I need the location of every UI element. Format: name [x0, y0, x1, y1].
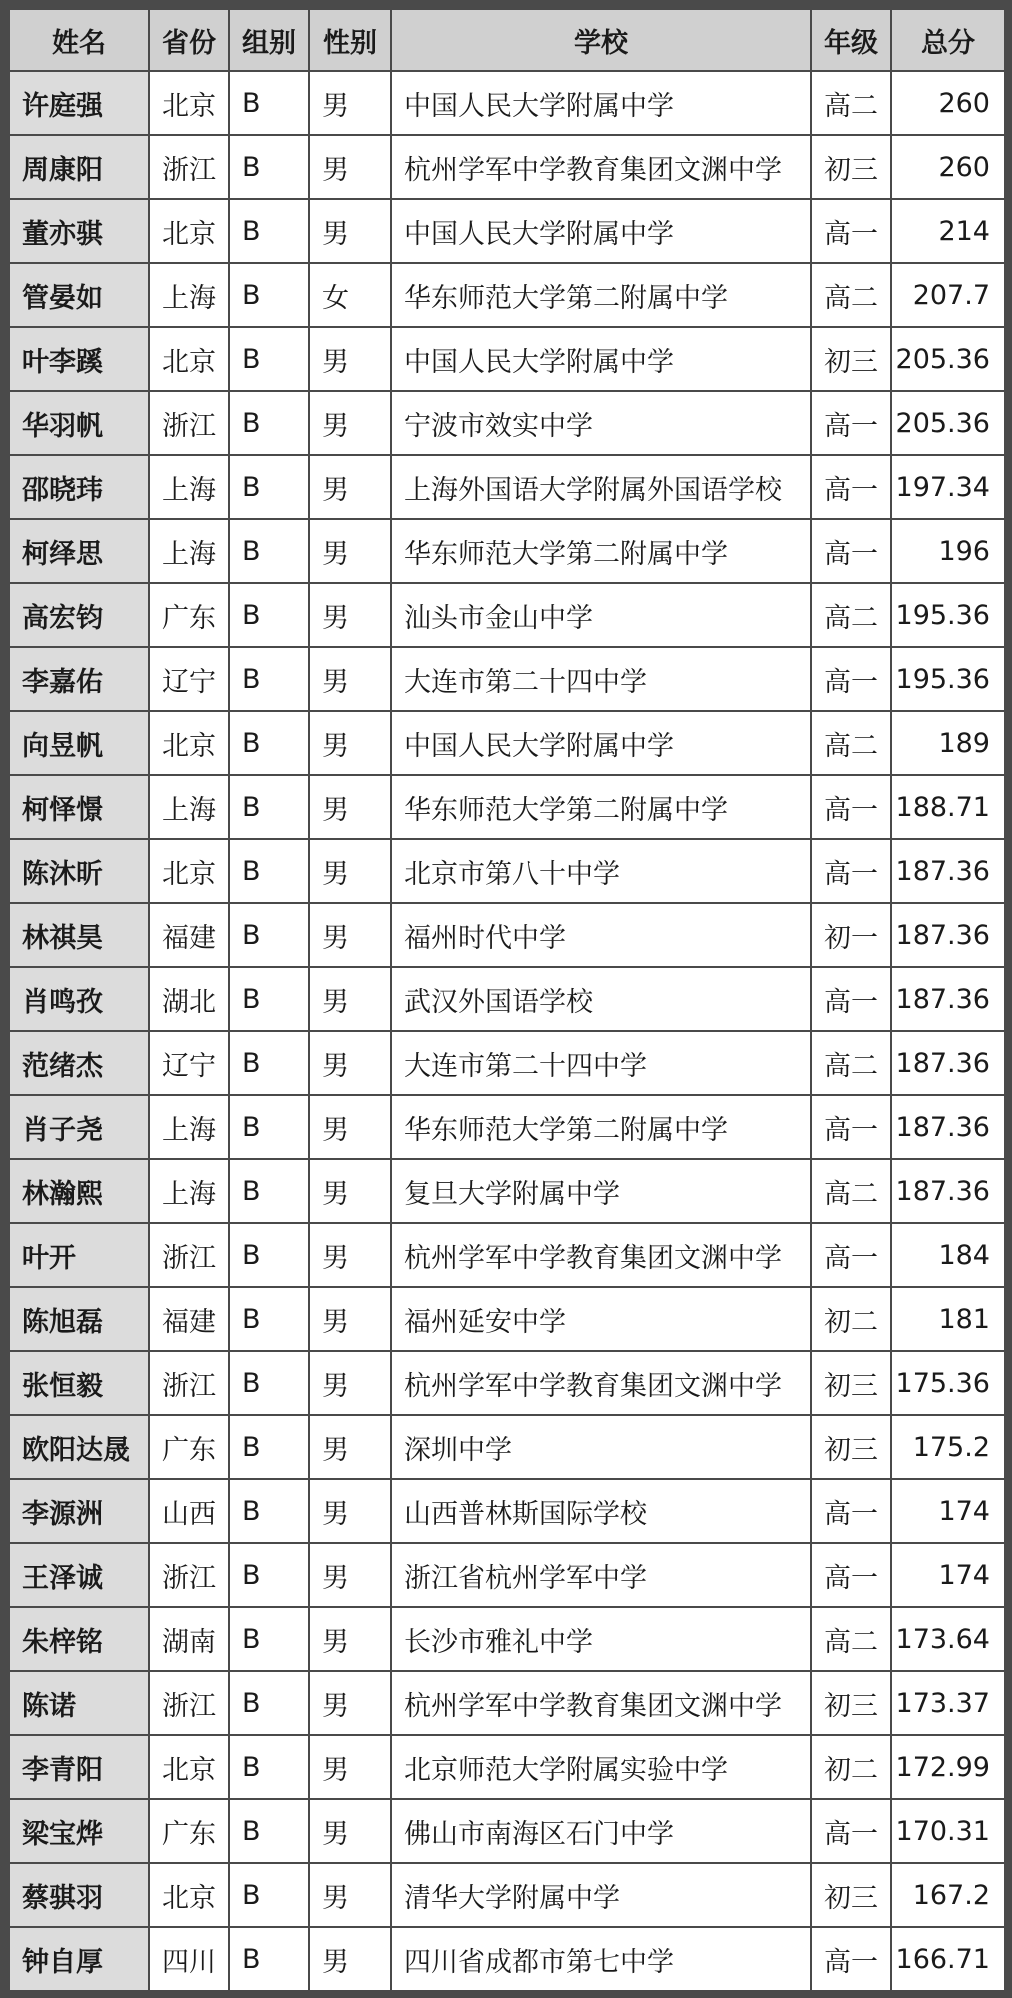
province-cell: 上海: [149, 775, 229, 839]
group-cell: B: [229, 1287, 309, 1351]
grade-cell: 初一: [811, 903, 891, 967]
grade-cell: 初三: [811, 327, 891, 391]
results-table: [8, 8, 1006, 1992]
gender-cell: 男: [309, 1927, 391, 1991]
score-cell: 175.2: [891, 1415, 1005, 1479]
gender-cell: 男: [309, 839, 391, 903]
student-name-cell: 王泽诚: [9, 1543, 149, 1607]
header-group: 组别: [229, 9, 309, 71]
score-cell: 187.36: [891, 839, 1005, 903]
school-cell: 华东师范大学第二附属中学: [391, 263, 811, 327]
score-cell: 205.36: [891, 391, 1005, 455]
gender-cell: 男: [309, 199, 391, 263]
grade-cell: 高一: [811, 647, 891, 711]
score-cell: 260: [891, 71, 1005, 135]
group-cell: B: [229, 1799, 309, 1863]
grade-cell: 高一: [811, 199, 891, 263]
score-cell: 195.36: [891, 583, 1005, 647]
group-cell: B: [229, 71, 309, 135]
header-name: 姓名: [9, 9, 149, 71]
school-cell: 深圳中学: [391, 1415, 811, 1479]
gender-cell: 男: [309, 135, 391, 199]
student-name-cell: 陈沐昕: [9, 839, 149, 903]
score-cell: 170.31: [891, 1799, 1005, 1863]
grade-cell: 高一: [811, 519, 891, 583]
grade-cell: 高一: [811, 967, 891, 1031]
score-cell: 187.36: [891, 903, 1005, 967]
gender-cell: 男: [309, 1607, 391, 1671]
student-name-cell: 张恒毅: [9, 1351, 149, 1415]
score-cell: 205.36: [891, 327, 1005, 391]
header-province: 省份: [149, 9, 229, 71]
group-cell: B: [229, 1351, 309, 1415]
group-cell: B: [229, 263, 309, 327]
grade-cell: 高一: [811, 1799, 891, 1863]
table-row: [9, 1863, 1005, 1927]
student-name-cell: 范绪杰: [9, 1031, 149, 1095]
student-name-cell: 华羽帆: [9, 391, 149, 455]
student-name-cell: 向昱帆: [9, 711, 149, 775]
group-cell: B: [229, 327, 309, 391]
school-cell: 浙江省杭州学军中学: [391, 1543, 811, 1607]
gender-cell: 男: [309, 455, 391, 519]
score-cell: 172.99: [891, 1735, 1005, 1799]
score-cell: 184: [891, 1223, 1005, 1287]
student-name-cell: 周康阳: [9, 135, 149, 199]
province-cell: 北京: [149, 839, 229, 903]
school-cell: 长沙市雅礼中学: [391, 1607, 811, 1671]
school-cell: 佛山市南海区石门中学: [391, 1799, 811, 1863]
province-cell: 四川: [149, 1927, 229, 1991]
student-name-cell: 许庭强: [9, 71, 149, 135]
score-cell: 197.34: [891, 455, 1005, 519]
score-cell: 174: [891, 1543, 1005, 1607]
score-cell: 196: [891, 519, 1005, 583]
gender-cell: 男: [309, 1863, 391, 1927]
table-row: [9, 1031, 1005, 1095]
group-cell: B: [229, 1863, 309, 1927]
gender-cell: 男: [309, 1095, 391, 1159]
school-cell: 汕头市金山中学: [391, 583, 811, 647]
group-cell: B: [229, 1607, 309, 1671]
school-cell: 华东师范大学第二附属中学: [391, 1095, 811, 1159]
grade-cell: 高一: [811, 391, 891, 455]
table-row: [9, 1287, 1005, 1351]
score-cell: 214: [891, 199, 1005, 263]
header-grade: 年级: [811, 9, 891, 71]
student-name-cell: 柯绎思: [9, 519, 149, 583]
grade-cell: 高二: [811, 1607, 891, 1671]
student-name-cell: 叶开: [9, 1223, 149, 1287]
province-cell: 广东: [149, 1415, 229, 1479]
gender-cell: 男: [309, 1671, 391, 1735]
school-cell: 山西普林斯国际学校: [391, 1479, 811, 1543]
grade-cell: 初二: [811, 1735, 891, 1799]
table-row: [9, 647, 1005, 711]
province-cell: 上海: [149, 519, 229, 583]
province-cell: 湖北: [149, 967, 229, 1031]
student-name-cell: 林瀚熙: [9, 1159, 149, 1223]
score-cell: 175.36: [891, 1351, 1005, 1415]
table-row: [9, 327, 1005, 391]
school-cell: 宁波市效实中学: [391, 391, 811, 455]
group-cell: B: [229, 1671, 309, 1735]
province-cell: 浙江: [149, 1543, 229, 1607]
table-row: [9, 1671, 1005, 1735]
grade-cell: 高一: [811, 775, 891, 839]
gender-cell: 男: [309, 775, 391, 839]
table-row: [9, 1415, 1005, 1479]
score-cell: 173.64: [891, 1607, 1005, 1671]
header-score: 总分: [891, 9, 1005, 71]
group-cell: B: [229, 647, 309, 711]
student-name-cell: 叶李蹊: [9, 327, 149, 391]
province-cell: 辽宁: [149, 1031, 229, 1095]
province-cell: 福建: [149, 1287, 229, 1351]
table-row: [9, 903, 1005, 967]
grade-cell: 初二: [811, 1287, 891, 1351]
gender-cell: 男: [309, 583, 391, 647]
score-cell: 187.36: [891, 1159, 1005, 1223]
school-cell: 中国人民大学附属中学: [391, 71, 811, 135]
table-row: [9, 1095, 1005, 1159]
table-row: [9, 775, 1005, 839]
score-cell: 260: [891, 135, 1005, 199]
province-cell: 北京: [149, 71, 229, 135]
student-name-cell: 董亦骐: [9, 199, 149, 263]
gender-cell: 男: [309, 1543, 391, 1607]
gender-cell: 男: [309, 1735, 391, 1799]
table-row: [9, 199, 1005, 263]
score-cell: 187.36: [891, 1031, 1005, 1095]
group-cell: B: [229, 839, 309, 903]
grade-cell: 高一: [811, 1543, 891, 1607]
province-cell: 广东: [149, 1799, 229, 1863]
table-row: [9, 839, 1005, 903]
group-cell: B: [229, 1095, 309, 1159]
province-cell: 北京: [149, 1863, 229, 1927]
grade-cell: 高一: [811, 455, 891, 519]
student-name-cell: 陈诺: [9, 1671, 149, 1735]
student-name-cell: 林祺昊: [9, 903, 149, 967]
grade-cell: 高二: [811, 1031, 891, 1095]
score-cell: 174: [891, 1479, 1005, 1543]
school-cell: 杭州学军中学教育集团文渊中学: [391, 1223, 811, 1287]
gender-cell: 男: [309, 1159, 391, 1223]
table-row: [9, 583, 1005, 647]
table-row: [9, 1479, 1005, 1543]
table-row: [9, 1607, 1005, 1671]
grade-cell: 高一: [811, 1095, 891, 1159]
student-name-cell: 管晏如: [9, 263, 149, 327]
table-row: [9, 1927, 1005, 1991]
table-row: [9, 967, 1005, 1031]
group-cell: B: [229, 775, 309, 839]
school-cell: 中国人民大学附属中学: [391, 327, 811, 391]
table-row: [9, 135, 1005, 199]
grade-cell: 高一: [811, 839, 891, 903]
province-cell: 浙江: [149, 391, 229, 455]
score-cell: 181: [891, 1287, 1005, 1351]
group-cell: B: [229, 1159, 309, 1223]
group-cell: B: [229, 583, 309, 647]
gender-cell: 男: [309, 327, 391, 391]
grade-cell: 初三: [811, 1351, 891, 1415]
score-cell: 173.37: [891, 1671, 1005, 1735]
table-row: [9, 1543, 1005, 1607]
group-cell: B: [229, 903, 309, 967]
header-school: 学校: [391, 9, 811, 71]
score-cell: 167.2: [891, 1863, 1005, 1927]
school-cell: 杭州学军中学教育集团文渊中学: [391, 1351, 811, 1415]
grade-cell: 初三: [811, 1671, 891, 1735]
province-cell: 北京: [149, 1735, 229, 1799]
table-row: [9, 1735, 1005, 1799]
score-cell: 189: [891, 711, 1005, 775]
grade-cell: 高二: [811, 583, 891, 647]
student-name-cell: 李青阳: [9, 1735, 149, 1799]
header-gender: 性别: [309, 9, 391, 71]
student-name-cell: 肖鸣孜: [9, 967, 149, 1031]
grade-cell: 高二: [811, 711, 891, 775]
score-cell: 166.71: [891, 1927, 1005, 1991]
student-name-cell: 邵晓玮: [9, 455, 149, 519]
province-cell: 北京: [149, 327, 229, 391]
table-body: [9, 71, 1005, 1991]
gender-cell: 男: [309, 647, 391, 711]
student-name-cell: 蔡骐羽: [9, 1863, 149, 1927]
group-cell: B: [229, 1927, 309, 1991]
gender-cell: 男: [309, 519, 391, 583]
province-cell: 福建: [149, 903, 229, 967]
school-cell: 四川省成都市第七中学: [391, 1927, 811, 1991]
school-cell: 大连市第二十四中学: [391, 647, 811, 711]
gender-cell: 男: [309, 1223, 391, 1287]
group-cell: B: [229, 391, 309, 455]
gender-cell: 男: [309, 1415, 391, 1479]
province-cell: 上海: [149, 455, 229, 519]
school-cell: 复旦大学附属中学: [391, 1159, 811, 1223]
gender-cell: 男: [309, 391, 391, 455]
table-row: [9, 1351, 1005, 1415]
score-cell: 188.71: [891, 775, 1005, 839]
table-row: [9, 71, 1005, 135]
province-cell: 浙江: [149, 1223, 229, 1287]
table-row: [9, 1223, 1005, 1287]
gender-cell: 男: [309, 903, 391, 967]
gender-cell: 男: [309, 1351, 391, 1415]
province-cell: 北京: [149, 711, 229, 775]
header-row: [9, 9, 1005, 71]
grade-cell: 初三: [811, 1415, 891, 1479]
province-cell: 上海: [149, 263, 229, 327]
school-cell: 北京市第八十中学: [391, 839, 811, 903]
gender-cell: 男: [309, 711, 391, 775]
gender-cell: 女: [309, 263, 391, 327]
grade-cell: 高二: [811, 263, 891, 327]
gender-cell: 男: [309, 1031, 391, 1095]
group-cell: B: [229, 1735, 309, 1799]
student-name-cell: 陈旭磊: [9, 1287, 149, 1351]
group-cell: B: [229, 1415, 309, 1479]
gender-cell: 男: [309, 1799, 391, 1863]
school-cell: 武汉外国语学校: [391, 967, 811, 1031]
score-cell: 207.7: [891, 263, 1005, 327]
student-name-cell: 朱梓铭: [9, 1607, 149, 1671]
school-cell: 北京师范大学附属实验中学: [391, 1735, 811, 1799]
group-cell: B: [229, 519, 309, 583]
province-cell: 上海: [149, 1159, 229, 1223]
student-name-cell: 李嘉佑: [9, 647, 149, 711]
school-cell: 杭州学军中学教育集团文渊中学: [391, 1671, 811, 1735]
gender-cell: 男: [309, 71, 391, 135]
student-name-cell: 梁宝烨: [9, 1799, 149, 1863]
grade-cell: 高二: [811, 71, 891, 135]
table-row: [9, 263, 1005, 327]
student-name-cell: 欧阳达晟: [9, 1415, 149, 1479]
school-cell: 中国人民大学附属中学: [391, 711, 811, 775]
school-cell: 华东师范大学第二附属中学: [391, 519, 811, 583]
group-cell: B: [229, 455, 309, 519]
score-cell: 187.36: [891, 967, 1005, 1031]
score-cell: 187.36: [891, 1095, 1005, 1159]
gender-cell: 男: [309, 1479, 391, 1543]
student-name-cell: 高宏钧: [9, 583, 149, 647]
school-cell: 上海外国语大学附属外国语学校: [391, 455, 811, 519]
table-row: [9, 391, 1005, 455]
gender-cell: 男: [309, 1287, 391, 1351]
province-cell: 浙江: [149, 135, 229, 199]
province-cell: 浙江: [149, 1671, 229, 1735]
group-cell: B: [229, 711, 309, 775]
province-cell: 湖南: [149, 1607, 229, 1671]
group-cell: B: [229, 199, 309, 263]
province-cell: 广东: [149, 583, 229, 647]
group-cell: B: [229, 1543, 309, 1607]
province-cell: 山西: [149, 1479, 229, 1543]
student-name-cell: 柯怿憬: [9, 775, 149, 839]
school-cell: 清华大学附属中学: [391, 1863, 811, 1927]
table-row: [9, 1799, 1005, 1863]
group-cell: B: [229, 1031, 309, 1095]
student-name-cell: 李源洲: [9, 1479, 149, 1543]
student-name-cell: 钟自厚: [9, 1927, 149, 1991]
score-cell: 195.36: [891, 647, 1005, 711]
grade-cell: 初三: [811, 1863, 891, 1927]
school-cell: 福州延安中学: [391, 1287, 811, 1351]
table-row: [9, 455, 1005, 519]
province-cell: 北京: [149, 199, 229, 263]
grade-cell: 高一: [811, 1223, 891, 1287]
group-cell: B: [229, 135, 309, 199]
school-cell: 杭州学军中学教育集团文渊中学: [391, 135, 811, 199]
province-cell: 浙江: [149, 1351, 229, 1415]
school-cell: 中国人民大学附属中学: [391, 199, 811, 263]
grade-cell: 初三: [811, 135, 891, 199]
table-row: [9, 519, 1005, 583]
group-cell: B: [229, 967, 309, 1031]
group-cell: B: [229, 1223, 309, 1287]
grade-cell: 高二: [811, 1159, 891, 1223]
student-name-cell: 肖子尧: [9, 1095, 149, 1159]
school-cell: 华东师范大学第二附属中学: [391, 775, 811, 839]
province-cell: 辽宁: [149, 647, 229, 711]
table-row: [9, 1159, 1005, 1223]
school-cell: 大连市第二十四中学: [391, 1031, 811, 1095]
gender-cell: 男: [309, 967, 391, 1031]
grade-cell: 高一: [811, 1927, 891, 1991]
grade-cell: 高一: [811, 1479, 891, 1543]
school-cell: 福州时代中学: [391, 903, 811, 967]
table-row: [9, 711, 1005, 775]
province-cell: 上海: [149, 1095, 229, 1159]
group-cell: B: [229, 1479, 309, 1543]
